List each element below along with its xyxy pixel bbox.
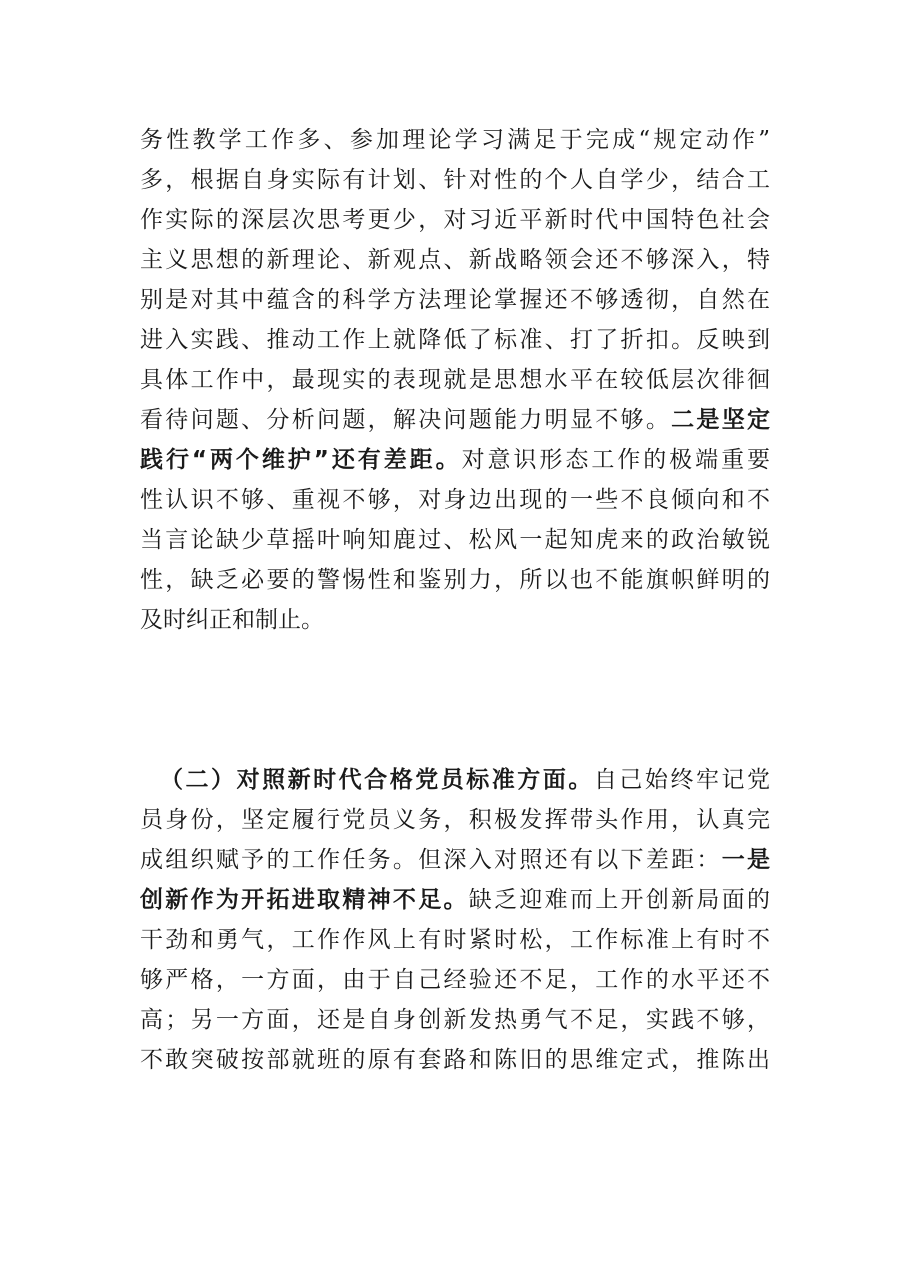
text-segment: 当言论缺少草摇叶响知鹿过、松风一起知虎来的政治敏锐 <box>140 527 770 553</box>
text-segment: 进入实践、推动工作上就降低了标准、打了折扣。反映到 <box>140 327 770 353</box>
text-line <box>140 920 770 960</box>
paragraph-2 <box>140 760 770 1080</box>
text-line <box>140 240 770 280</box>
text-segment: 缺乏迎难而上开创新局面的 <box>468 887 771 913</box>
text-segment: 作实际的深层次思考更少，对习近平新时代中国特色社会 <box>140 207 770 233</box>
text-line <box>140 1040 770 1080</box>
text-line <box>140 560 770 600</box>
text-line <box>140 840 770 880</box>
bold-text-segment: 一是 <box>721 847 771 873</box>
text-line <box>140 440 770 480</box>
text-line <box>140 1000 770 1040</box>
text-segment: 成组织赋予的工作任务。但深入对照还有以下差距： <box>140 847 722 873</box>
text-line <box>140 520 770 560</box>
text-line <box>140 200 770 240</box>
bold-text-segment: 践行“两个维护”还有差距。 <box>140 447 462 473</box>
text-segment: 性，缺乏必要的警惕性和鉴别力，所以也不能旗帜鲜明的 <box>140 567 770 593</box>
text-segment: 看待问题、分析问题，解决问题能力明显不够。 <box>140 407 672 433</box>
text-line <box>140 360 770 400</box>
bold-text-segment: 创新作为开拓进取精神不足。 <box>140 887 469 913</box>
text-segment: 高；另一方面，还是自身创新发热勇气不足，实践不够， <box>140 1007 770 1033</box>
text-segment: 自己始终牢记党 <box>593 767 771 793</box>
text-segment: 及时纠正和制止。 <box>140 607 324 633</box>
text-line <box>140 880 770 920</box>
text-segment: 性认识不够、重视不够，对身边出现的一些不良倾向和不 <box>140 487 770 513</box>
text-segment: 员身份，坚定履行党员义务，积极发挥带头作用，认真完 <box>140 807 770 833</box>
text-segment: 多，根据自身实际有计划、针对性的个人自学少，结合工 <box>140 167 770 193</box>
text-line <box>140 480 770 520</box>
text-line <box>140 400 770 440</box>
text-segment: 对意识形态工作的极端重要 <box>461 447 771 473</box>
bold-text-segment: 二是坚定 <box>671 407 771 433</box>
text-segment: 干劲和勇气，工作作风上有时紧时松，工作标准上有时不 <box>140 927 770 953</box>
text-line <box>140 160 770 200</box>
text-line <box>140 600 770 640</box>
text-line <box>140 280 770 320</box>
text-segment: 具体工作中，最现实的表现就是思想水平在较低层次徘徊 <box>140 367 770 393</box>
text-line <box>140 760 770 800</box>
text-segment: 主义思想的新理论、新观点、新战略领会还不够深入，特 <box>140 247 770 273</box>
text-segment: 够严格，一方面，由于自己经验还不足，工作的水平还不 <box>140 967 770 993</box>
text-segment: 别是对其中蕴含的科学方法理论掌握还不够透彻，自然在 <box>140 287 770 313</box>
paragraph-1 <box>140 120 770 640</box>
text-line <box>140 320 770 360</box>
bold-text-segment: （二）对照新时代合格党员标准方面。 <box>160 767 594 793</box>
text-line <box>140 800 770 840</box>
text-segment: 不敢突破按部就班的原有套路和陈旧的思维定式，推陈出 <box>140 1047 770 1073</box>
text-line <box>140 120 770 160</box>
text-line <box>140 960 770 1000</box>
text-segment: 务性教学工作多、参加理论学习满足于完成“规定动作” <box>140 127 770 153</box>
